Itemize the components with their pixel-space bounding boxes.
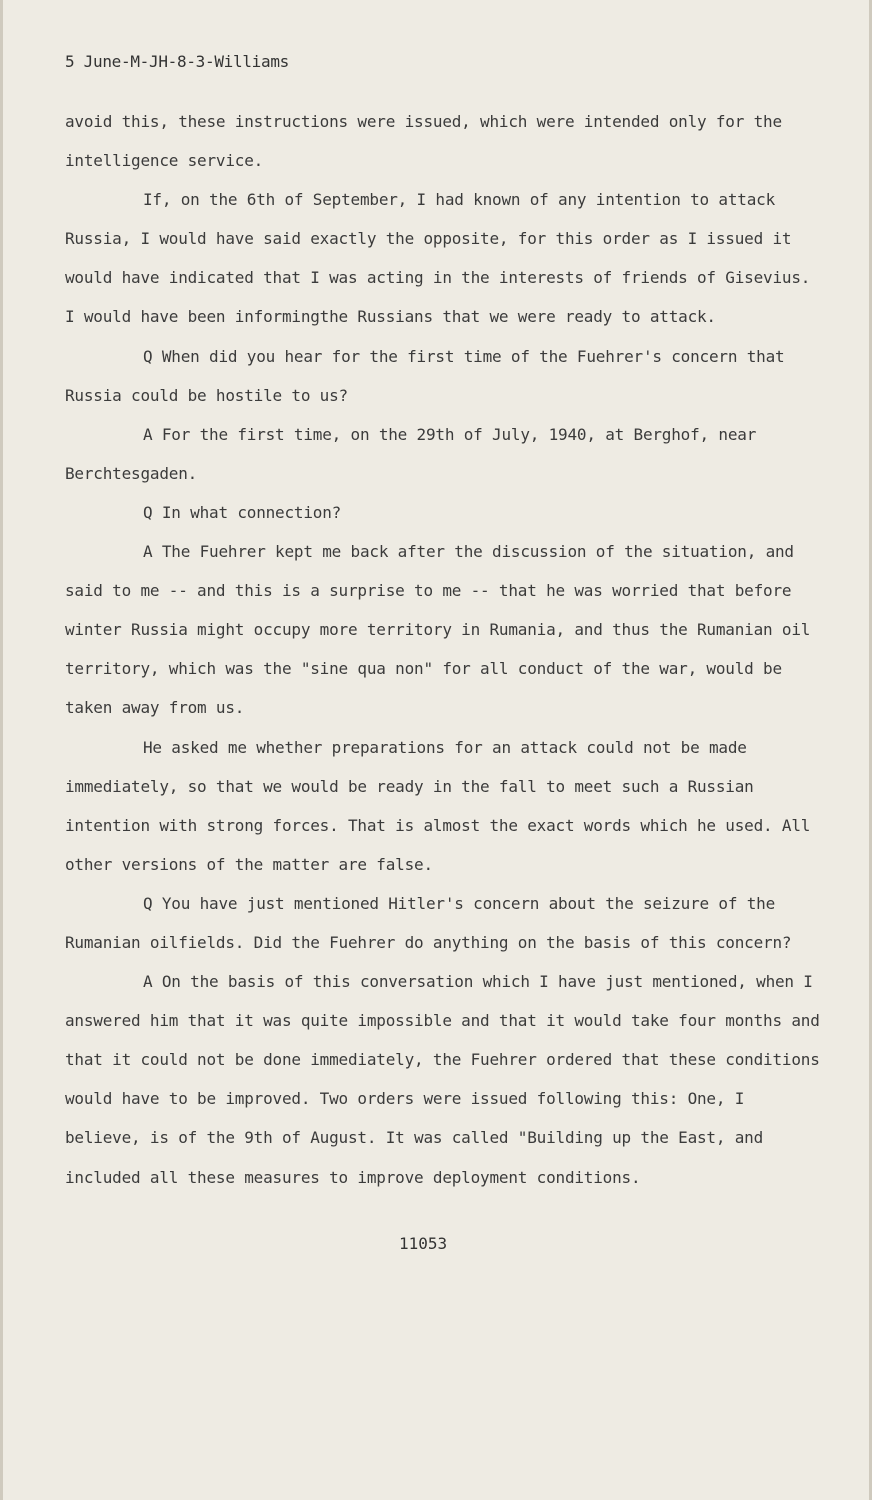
transcript-body [65, 102, 825, 1197]
paragraph-answer-continued: He asked me whether preparations for an attack could not be made immediately, so that we would be ready in the fall to meet such a Russian intention with strong forces. That is almost the exact words which he used. All other versions of the matter are false. [65, 737, 811, 874]
paragraph-answer: A For the first time, on the 29th of July, 1940, at Berghof, near Berchtesgaden. [65, 424, 757, 483]
paragraph-answer: A The Fuehrer kept me back after the discussion of the situation, and said to me -- and this is a surprise to me -- that he was worried that before winter Russia might occupy more territory in Rumania, and thus the Rumanian oil territory, which was the "sine qua non" for all conduct of the war, would be taken away from us. [65, 542, 811, 718]
paragraph-question: Q You have just mentioned Hitler's concern about the seizure of the Rumanian oilfields. Did the Fuehrer do anything on the basis of this concern? [65, 893, 792, 952]
paragraph-continuation: avoid this, these instructions were issued, which were intended only for the intelligence service. [65, 112, 782, 171]
paragraph-answer: A On the basis of this conversation which I have just mentioned, when I answered him that it was quite impossible and that it would take four months and that it could not be done immediately, the Fuehrer ordered that these conditions would have to be improved. Two orders were issued following this: One, I believe, is of the 9th of August. It was called "Building up the East, and included all these measures to improve deployment conditions. [65, 972, 820, 1187]
paragraph-question: Q When did you hear for the first time of the Fuehrer's concern that Russia could be hostile to us? [65, 346, 785, 405]
paragraph-question: Q In what connection? [143, 502, 342, 522]
page-number: 11053 [399, 1234, 448, 1253]
page-header: 5 June-M-JH-8-3-Williams [65, 52, 289, 71]
paragraph-answer: If, on the 6th of September, I had known of any intention to attack Russia, I would have said exactly the opposite, for this order as I issued it would have indicated that I was acting in the interests of friends of Gisevius. I would have been informingthe Russians that we were ready to attack. [65, 190, 811, 327]
